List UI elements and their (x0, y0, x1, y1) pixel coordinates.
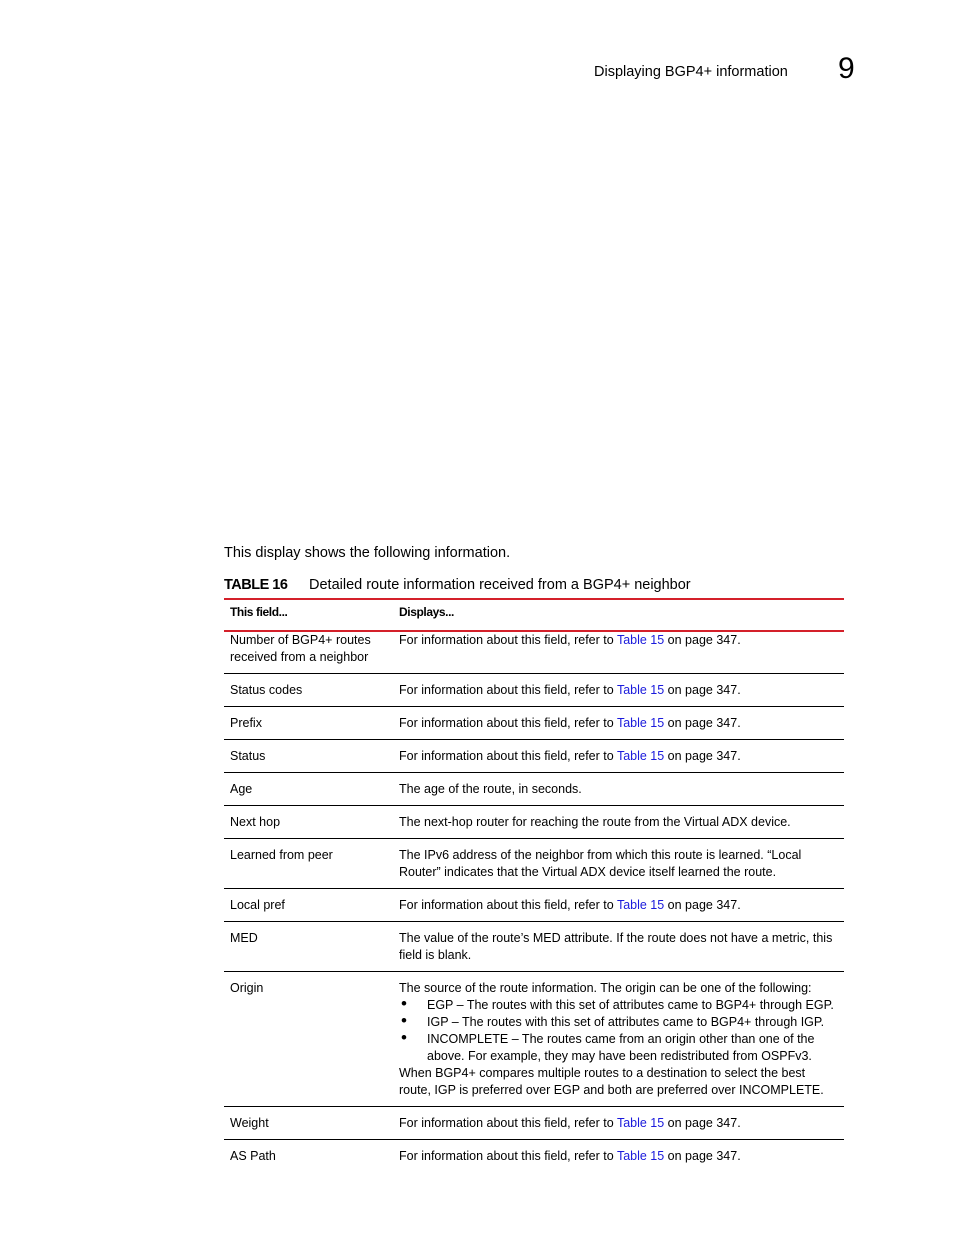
list-item: • INCOMPLETE – The routes came from an origin other than one of the above. For example, they may have been redistributed from OSPFv3. (399, 1031, 838, 1065)
table-15-link[interactable]: Table 15 (616, 1116, 665, 1130)
field-description: For information about this field, refer to Table 15 on page 347. (393, 707, 844, 740)
field-name: Prefix (224, 707, 393, 740)
field-description: For information about this field, refer to Table 15 on page 347. (393, 740, 844, 773)
table-row (224, 972, 844, 1107)
table-15-link[interactable]: Table 15 (616, 683, 665, 697)
field-name: Weight (224, 1107, 393, 1140)
route-info-table (224, 598, 844, 1172)
field-description: For information about this field, refer to Table 15 on page 347. (393, 1107, 844, 1140)
table-15-link[interactable]: Table 15 (616, 749, 665, 763)
table-label: TABLE 16 (224, 577, 288, 593)
table-row (224, 922, 844, 972)
field-description (393, 972, 844, 1107)
running-header-title: Displaying BGP4+ information (594, 64, 788, 80)
field-name: Origin (224, 972, 393, 1107)
field-name: AS Path (230, 1149, 276, 1163)
table-row (224, 806, 844, 839)
field-name: Status (224, 740, 393, 773)
table-15-link[interactable]: Table 15 (616, 716, 665, 730)
chapter-number: 9 (838, 52, 855, 85)
field-name: Number of BGP4+ routes received from a neighbor (224, 631, 393, 674)
column-header-displays: Displays... (393, 599, 844, 631)
field-name: Learned from peer (224, 839, 393, 889)
field-name: Local pref (224, 889, 393, 922)
field-description: The age of the route, in seconds. (393, 773, 844, 806)
table-row (224, 1140, 844, 1173)
field-description: The IPv6 address of the neighbor from which this route is learned. “Local Router” indicates that the Virtual ADX device itself learned the route. (393, 839, 844, 889)
origin-list (399, 997, 838, 1065)
list-item: • EGP – The routes with this set of attributes came to BGP4+ through EGP. (399, 997, 838, 1014)
field-description: For information about this field, refer to Table 15 on page 347. (393, 631, 844, 674)
field-description: For information about this field, refer to Table 15 on page 347. (393, 674, 844, 707)
field-name: MED (224, 922, 393, 972)
table-row (224, 631, 844, 674)
field-description: The value of the route’s MED attribute. If the route does not have a metric, this field is blank. (393, 922, 844, 972)
field-name: Age (224, 773, 393, 806)
table-row (224, 674, 844, 707)
origin-outro: When BGP4+ compares multiple routes to a destination to select the best route, IGP is preferred over EGP and both are preferred over INCOMPLETE. (399, 1066, 824, 1097)
field-description: The next-hop router for reaching the route from the Virtual ADX device. (393, 806, 844, 839)
table-row (224, 740, 844, 773)
column-header-field: This field... (224, 599, 393, 631)
table-row (224, 773, 844, 806)
table-row (224, 839, 844, 889)
table-row (224, 707, 844, 740)
table-caption (224, 577, 844, 593)
field-description: For information about this field, refer to Table 15 on page 347. (393, 889, 844, 922)
field-name: Status codes (224, 674, 393, 707)
table-15-link[interactable]: Table 15 (616, 898, 665, 912)
intro-text: This display shows the following information. (224, 545, 511, 561)
origin-intro: The source of the route information. The origin can be one of the following: (399, 981, 812, 995)
table-row (224, 1107, 844, 1140)
table-row (224, 889, 844, 922)
table-15-link[interactable]: Table 15 (616, 1149, 665, 1163)
table-15-link[interactable]: Table 15 (616, 633, 665, 647)
field-description: For information about this field, refer to Table 15 on page 347. (399, 1149, 741, 1163)
list-item: • IGP – The routes with this set of attributes came to BGP4+ through IGP. (399, 1014, 838, 1031)
field-name: Next hop (224, 806, 393, 839)
table-caption-text: Detailed route information received from a BGP4+ neighbor (309, 577, 691, 593)
